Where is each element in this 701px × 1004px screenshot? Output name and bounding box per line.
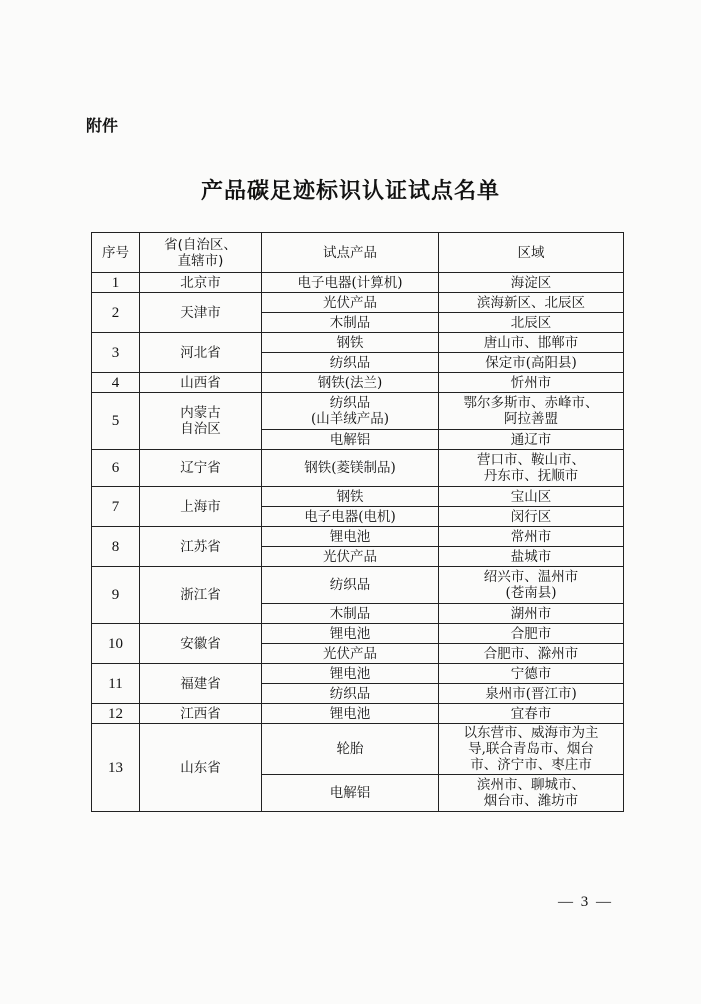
cell-region: 宁德市 <box>439 664 624 684</box>
cell-no: 2 <box>92 293 140 333</box>
cell-region: 常州市 <box>439 527 624 547</box>
cell-region: 滨州市、聊城市、 烟台市、潍坊市 <box>439 775 624 812</box>
table-row <box>92 527 624 547</box>
table-row <box>92 333 624 353</box>
table-row <box>92 293 624 313</box>
table-row <box>92 393 624 430</box>
header-region: 区域 <box>439 233 624 273</box>
cell-region: 保定市(高阳县) <box>439 353 624 373</box>
header-product: 试点产品 <box>262 233 439 273</box>
cell-product: 光伏产品 <box>262 293 439 313</box>
cell-no: 11 <box>92 664 140 704</box>
cell-province: 安徽省 <box>140 624 262 664</box>
cell-province: 内蒙古 自治区 <box>140 393 262 450</box>
cell-product: 木制品 <box>262 313 439 333</box>
page-number: — 3 — <box>558 894 613 910</box>
cell-product: 锂电池 <box>262 624 439 644</box>
cell-product: 锂电池 <box>262 527 439 547</box>
cell-product: 钢铁 <box>262 487 439 507</box>
cell-province: 辽宁省 <box>140 450 262 487</box>
cell-product: 木制品 <box>262 604 439 624</box>
cell-no: 1 <box>92 273 140 293</box>
table-row <box>92 704 624 724</box>
table-header-row <box>92 233 624 273</box>
cell-region: 鄂尔多斯市、赤峰市、 阿拉善盟 <box>439 393 624 430</box>
header-province: 省(自治区、 直辖市) <box>140 233 262 273</box>
cell-region: 以东营市、威海市为主 导,联合青岛市、烟台 市、济宁市、枣庄市 <box>439 724 624 775</box>
cell-no: 9 <box>92 567 140 624</box>
cell-province: 山东省 <box>140 724 262 812</box>
cell-region: 海淀区 <box>439 273 624 293</box>
table-row <box>92 664 624 684</box>
cell-product: 纺织品 (山羊绒产品) <box>262 393 439 430</box>
cell-province: 北京市 <box>140 273 262 293</box>
table-row <box>92 624 624 644</box>
cell-no: 7 <box>92 487 140 527</box>
cell-region: 湖州市 <box>439 604 624 624</box>
cell-province: 浙江省 <box>140 567 262 624</box>
cell-region: 北辰区 <box>439 313 624 333</box>
cell-product: 电解铝 <box>262 775 439 812</box>
cell-no: 13 <box>92 724 140 812</box>
cell-province: 天津市 <box>140 293 262 333</box>
cell-product: 纺织品 <box>262 684 439 704</box>
cell-province: 江苏省 <box>140 527 262 567</box>
table-row <box>92 273 624 293</box>
cell-no: 4 <box>92 373 140 393</box>
cell-no: 5 <box>92 393 140 450</box>
cell-no: 6 <box>92 450 140 487</box>
cell-no: 12 <box>92 704 140 724</box>
table-row <box>92 373 624 393</box>
cell-no: 10 <box>92 624 140 664</box>
table-row <box>92 450 624 487</box>
attachment-label: 附件 <box>86 116 119 135</box>
cell-region: 宝山区 <box>439 487 624 507</box>
cell-province: 山西省 <box>140 373 262 393</box>
cell-product: 钢铁(法兰) <box>262 373 439 393</box>
cell-product: 电解铝 <box>262 430 439 450</box>
cell-region: 唐山市、邯郸市 <box>439 333 624 353</box>
cell-product: 电子电器(计算机) <box>262 273 439 293</box>
cell-region: 泉州市(晋江市) <box>439 684 624 704</box>
cell-region: 盐城市 <box>439 547 624 567</box>
cell-product: 光伏产品 <box>262 644 439 664</box>
cell-region: 滨海新区、北辰区 <box>439 293 624 313</box>
cell-province: 福建省 <box>140 664 262 704</box>
cell-product: 钢铁(菱镁制品) <box>262 450 439 487</box>
table-row <box>92 567 624 604</box>
cell-product: 锂电池 <box>262 704 439 724</box>
cell-region: 宜春市 <box>439 704 624 724</box>
cell-product: 光伏产品 <box>262 547 439 567</box>
pilot-list-table <box>91 232 624 812</box>
cell-region: 绍兴市、温州市 (苍南县) <box>439 567 624 604</box>
cell-region: 合肥市 <box>439 624 624 644</box>
document-title: 产品碳足迹标识认证试点名单 <box>200 178 500 204</box>
cell-no: 3 <box>92 333 140 373</box>
cell-region: 忻州市 <box>439 373 624 393</box>
cell-product: 锂电池 <box>262 664 439 684</box>
cell-product: 纺织品 <box>262 567 439 604</box>
cell-province: 上海市 <box>140 487 262 527</box>
cell-province: 河北省 <box>140 333 262 373</box>
cell-product: 轮胎 <box>262 724 439 775</box>
cell-region: 闵行区 <box>439 507 624 527</box>
cell-region: 通辽市 <box>439 430 624 450</box>
cell-product: 钢铁 <box>262 333 439 353</box>
cell-province: 江西省 <box>140 704 262 724</box>
table-row <box>92 487 624 507</box>
header-no: 序号 <box>92 233 140 273</box>
cell-product: 纺织品 <box>262 353 439 373</box>
cell-product: 电子电器(电机) <box>262 507 439 527</box>
table-body <box>92 273 624 812</box>
cell-region: 合肥市、滁州市 <box>439 644 624 664</box>
cell-no: 8 <box>92 527 140 567</box>
cell-region: 营口市、鞍山市、 丹东市、抚顺市 <box>439 450 624 487</box>
table-row <box>92 724 624 775</box>
